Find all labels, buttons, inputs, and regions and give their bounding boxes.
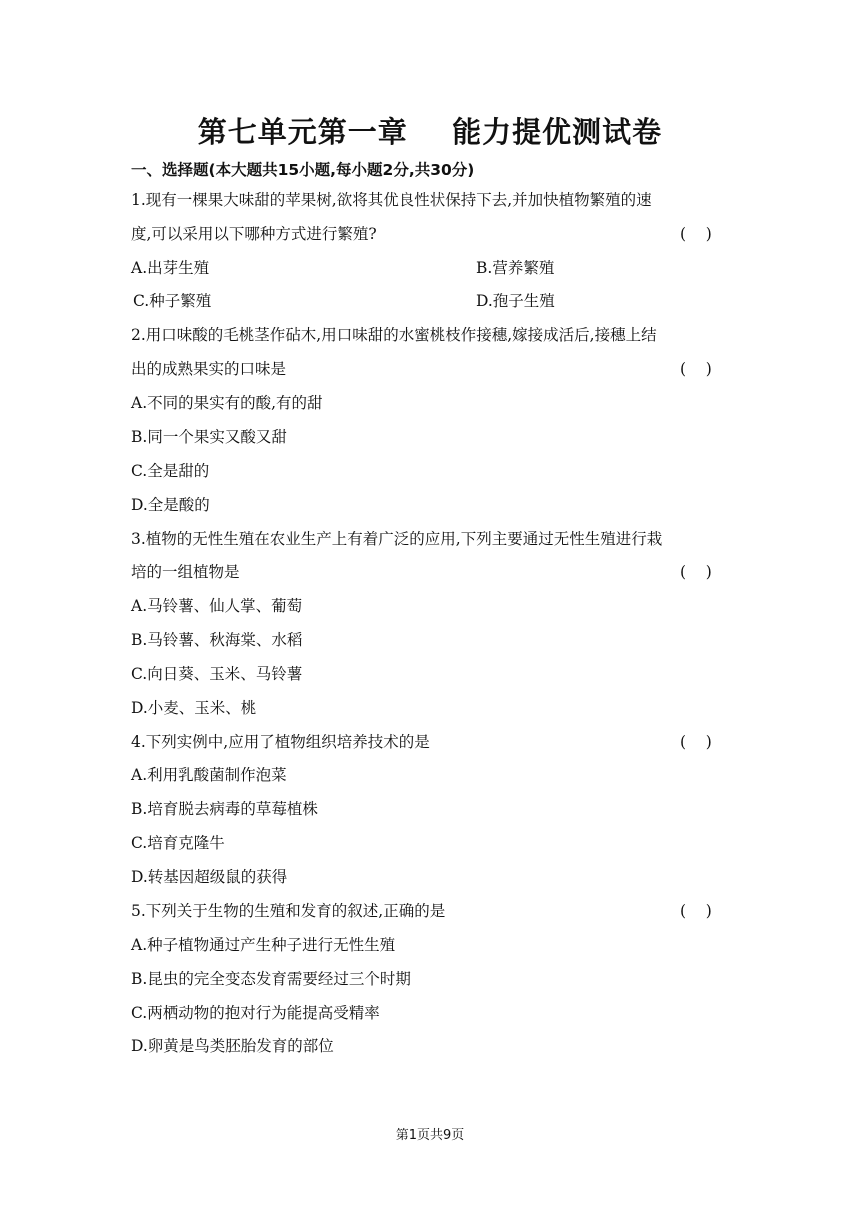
question-4-option-a: A.利用乳酸菌制作泡菜 — [131, 766, 287, 784]
question-3-option-a: A.马铃薯、仙人掌、葡萄 — [131, 597, 303, 615]
question-1-stem-line-2: 度,可以采用以下哪种方式进行繁殖? — [131, 225, 377, 243]
question-1-option-d: D.孢子生殖 — [476, 292, 555, 310]
question-5-option-b: B.昆虫的完全变态发育需要经过三个时期 — [131, 970, 411, 988]
question-2-option-a: A.不同的果实有的酸,有的甜 — [131, 394, 323, 412]
question-5-stem: 5.下列关于生物的生殖和发育的叙述,正确的是 — [131, 902, 446, 920]
question-1-option-a: A.出芽生殖 — [131, 259, 210, 277]
question-1-option-c: C.种子繁殖 — [133, 292, 212, 310]
question-2-stem-line-1: 2.用口味酸的毛桃茎作砧木,用口味甜的水蜜桃枝作接穗,嫁接成活后,接穗上结 — [131, 326, 657, 344]
question-1-stem-line-1: 1.现有一棵果大味甜的苹果树,欲将其优良性状保持下去,并加快植物繁殖的速 — [131, 191, 652, 209]
question-3-option-d: D.小麦、玉米、桃 — [131, 699, 257, 717]
question-3-stem-line-2: 培的一组植物是 — [131, 563, 240, 581]
question-5-option-d: D.卵黄是鸟类胚胎发育的部位 — [131, 1037, 334, 1055]
question-4-answer-blank: ( ) — [680, 733, 712, 751]
question-3-option-b: B.马铃薯、秋海棠、水稻 — [131, 631, 303, 649]
section-heading: 一、选择题(本大题共15小题,每小题2分,共30分) — [131, 161, 475, 179]
question-2-stem-line-2: 出的成熟果实的口味是 — [131, 360, 287, 378]
question-2-option-c: C.全是甜的 — [131, 462, 210, 480]
question-2-option-d: D.全是酸的 — [131, 496, 210, 514]
page-footer: 第1页共9页 — [395, 1128, 465, 1143]
question-3-option-c: C.向日葵、玉米、马铃薯 — [131, 665, 303, 683]
question-4-option-b: B.培育脱去病毒的草莓植株 — [131, 800, 318, 818]
question-4-option-c: C.培育克隆牛 — [131, 834, 225, 852]
question-3-answer-blank: ( ) — [680, 563, 712, 581]
question-1-answer-blank: ( ) — [680, 225, 712, 243]
question-3-stem-line-1: 3.植物的无性生殖在农业生产上有着广泛的应用,下列主要通过无性生殖进行栽 — [131, 530, 663, 548]
question-2-answer-blank: ( ) — [680, 360, 712, 378]
question-2-option-b: B.同一个果实又酸又甜 — [131, 428, 287, 446]
question-4-option-d: D.转基因超级鼠的获得 — [131, 868, 288, 886]
question-5-answer-blank: ( ) — [680, 902, 712, 920]
page-title: 第七单元第一章 能力提优测试卷 — [197, 115, 663, 149]
question-1-option-b: B.营养繁殖 — [476, 259, 555, 277]
question-5-option-c: C.两栖动物的抱对行为能提高受精率 — [131, 1004, 380, 1022]
question-4-stem: 4.下列实例中,应用了植物组织培养技术的是 — [131, 733, 430, 751]
question-5-option-a: A.种子植物通过产生种子进行无性生殖 — [131, 936, 396, 954]
